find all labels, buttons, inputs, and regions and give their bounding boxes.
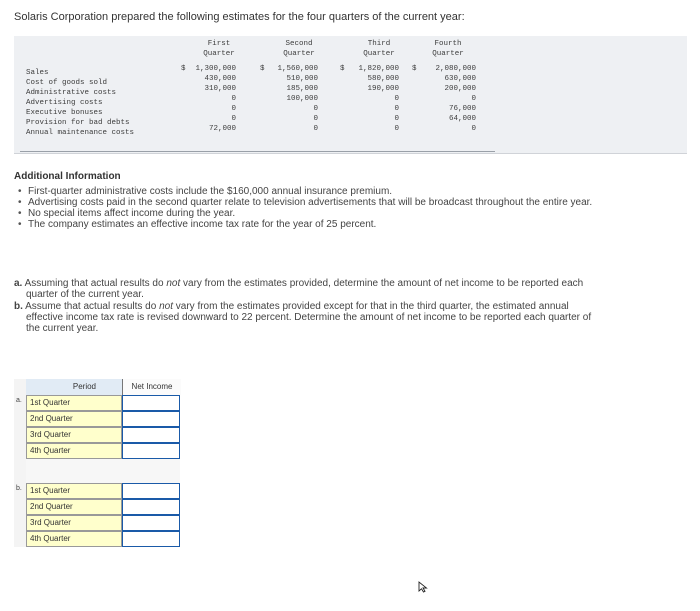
question-a: a. Assuming that actual results do not vary from the estimates provided, determine the amount of net income to be reported each quarter of the current year.: [14, 278, 584, 300]
group-spacer: [26, 459, 180, 483]
value-cell: 1,560,000: [277, 65, 318, 73]
net-income-header: Net Income: [122, 379, 181, 395]
value-cell: 0: [231, 115, 236, 123]
period-cell: 3rd Quarter: [26, 515, 122, 531]
currency-sign: $: [340, 65, 345, 73]
additional-info-title: Additional Information: [14, 171, 121, 182]
value-cell: 0: [471, 95, 476, 103]
additional-info-list: [14, 186, 592, 230]
info-item: • Advertising costs paid in the second quarter relate to television advertisements that will be broadcast throughout the entire year.: [14, 197, 592, 208]
period-cell: 4th Quarter: [26, 531, 122, 547]
net-income-input-a-q2[interactable]: [122, 411, 180, 427]
row-label: Cost of goods sold: [26, 79, 108, 87]
value-cell: 0: [394, 95, 399, 103]
value-cell: 0: [313, 105, 318, 113]
net-income-field[interactable]: [123, 536, 179, 550]
value-cell: 580,000: [367, 75, 399, 83]
net-income-input-b-q2[interactable]: [122, 499, 180, 515]
value-cell: 310,000: [204, 85, 236, 93]
net-income-input-a-q3[interactable]: [122, 427, 180, 443]
row-label: Sales: [26, 69, 49, 77]
estimates-table: [14, 36, 687, 154]
value-cell: 0: [231, 105, 236, 113]
value-cell: 0: [394, 105, 399, 113]
value-cell: 190,000: [367, 85, 399, 93]
currency-sign: $: [412, 65, 417, 73]
row-label: Provision for bad debts: [26, 119, 130, 127]
question-letter: a.: [14, 278, 23, 289]
period-cell: 2nd Quarter: [26, 411, 122, 427]
value-cell: 1,300,000: [195, 65, 236, 73]
value-cell: 72,000: [208, 125, 236, 133]
header-q3: Third Quarter: [363, 40, 395, 58]
value-cell: 64,000: [448, 115, 476, 123]
row-label: Administrative costs: [26, 89, 117, 97]
row-label: Annual maintenance costs: [26, 129, 135, 137]
info-item: • First-quarter administrative costs include the $160,000 annual insurance premium.: [14, 186, 592, 197]
value-cell: 1,820,000: [358, 65, 399, 73]
row-label: Executive bonuses: [26, 109, 103, 117]
header-q1: First Quarter: [203, 40, 235, 58]
header-q4: Fourth Quarter: [432, 40, 464, 58]
question-letter: b.: [14, 301, 23, 312]
value-cell: 0: [394, 115, 399, 123]
period-cell: 3rd Quarter: [26, 427, 122, 443]
row-label: Advertising costs: [26, 99, 103, 107]
value-cell: 100,000: [286, 95, 318, 103]
value-cell: 430,000: [204, 75, 236, 83]
value-cell: 510,000: [286, 75, 318, 83]
value-cell: 630,000: [444, 75, 476, 83]
value-cell: 200,000: [444, 85, 476, 93]
header-q2: Second Quarter: [283, 40, 315, 58]
answer-table: [14, 379, 173, 547]
value-cell: 0: [394, 125, 399, 133]
info-item: • The company estimates an effective income tax rate for the year of 25 percent.: [14, 219, 592, 230]
net-income-input-b-q4[interactable]: [122, 531, 180, 547]
info-item: • No special items affect income during the year.: [14, 208, 592, 219]
period-cell: 1st Quarter: [26, 483, 122, 499]
question-b: b. Assume that actual results do not vary from the estimates provided except for that in the third quarter, the estimated annual effective income tax rate is revised downward to 22 percent. Determine the amount of net income to be reported each quarter of the current year.: [14, 301, 592, 334]
net-income-input-b-q3[interactable]: [122, 515, 180, 531]
value-cell: 0: [313, 125, 318, 133]
net-income-input-b-q1[interactable]: [122, 483, 180, 499]
period-cell: 4th Quarter: [26, 443, 122, 459]
value-cell: 76,000: [448, 105, 476, 113]
value-cell: 0: [313, 115, 318, 123]
mouse-cursor-icon: [418, 581, 428, 593]
value-cell: 2,080,000: [435, 65, 476, 73]
period-cell: 2nd Quarter: [26, 499, 122, 515]
net-income-input-a-q1[interactable]: [122, 395, 180, 411]
value-cell: 185,000: [286, 85, 318, 93]
group-letter: a.: [16, 397, 22, 404]
value-cell: 0: [471, 125, 476, 133]
period-cell: 1st Quarter: [26, 395, 122, 411]
intro-text: Solaris Corporation prepared the following estimates for the four quarters of the current year:: [14, 11, 465, 23]
value-cell: 0: [231, 95, 236, 103]
currency-sign: $: [181, 65, 186, 73]
net-income-input-a-q4[interactable]: [122, 443, 180, 459]
currency-sign: $: [260, 65, 265, 73]
period-header: Period: [26, 379, 122, 395]
group-letter: b.: [16, 485, 22, 492]
